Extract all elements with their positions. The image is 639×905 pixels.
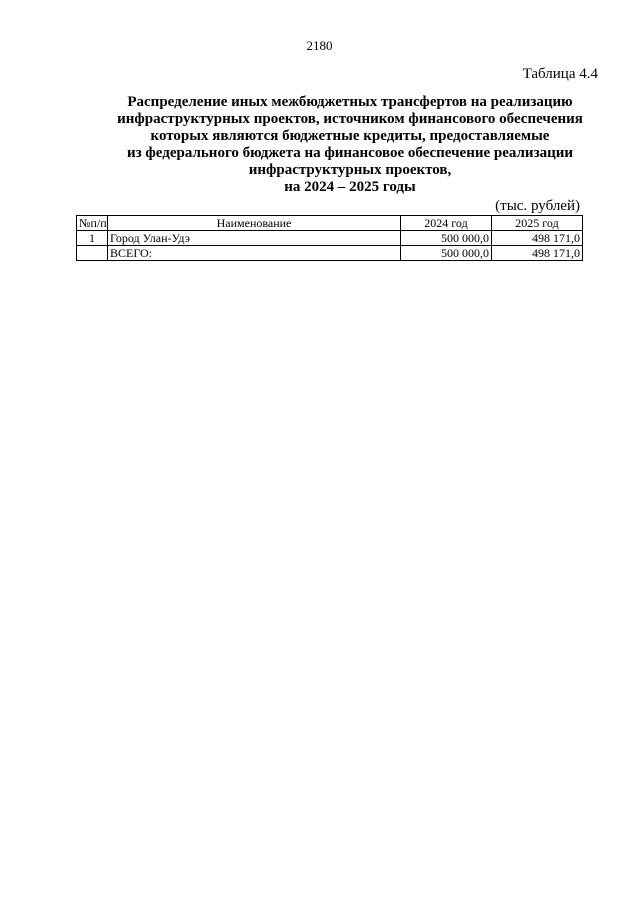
title-line: из федерального бюджета на финансовое обеспечение реализации	[126, 145, 574, 161]
title-line: инфраструктурных проектов,	[248, 162, 452, 178]
header-2024: 2024 год	[401, 216, 492, 231]
page-number: 2180	[306, 38, 333, 53]
table-header-row	[77, 216, 583, 231]
row-2025-cell: 498 171,0	[492, 231, 583, 246]
table-total-row	[77, 246, 583, 261]
table-row	[77, 231, 583, 246]
total-number-cell	[77, 246, 108, 261]
header-name: Наименование	[108, 216, 401, 231]
document-title	[70, 94, 630, 196]
title-line: инфраструктурных проектов, источником финансового обеспечения	[117, 111, 583, 127]
table-label: Таблица 4.4	[522, 66, 598, 82]
transfers-table	[76, 215, 583, 261]
title-line: на 2024 – 2025 годы	[284, 179, 416, 195]
header-number: №п/п	[77, 216, 108, 231]
row-number-cell: 1	[77, 231, 108, 246]
row-name-cell: Город Улан-Удэ	[108, 231, 401, 246]
title-line: Распределение иных межбюджетных трансфертов на реализацию	[127, 94, 573, 110]
total-name-cell: ВСЕГО:	[108, 246, 401, 261]
total-2024-cell: 500 000,0	[401, 246, 492, 261]
row-2024-cell: 500 000,0	[401, 231, 492, 246]
units-label: (тыс. рублей)	[495, 198, 580, 214]
title-line: которых являются бюджетные кредиты, предоставляемые	[150, 128, 550, 144]
total-2025-cell: 498 171,0	[492, 246, 583, 261]
header-2025: 2025 год	[492, 216, 583, 231]
